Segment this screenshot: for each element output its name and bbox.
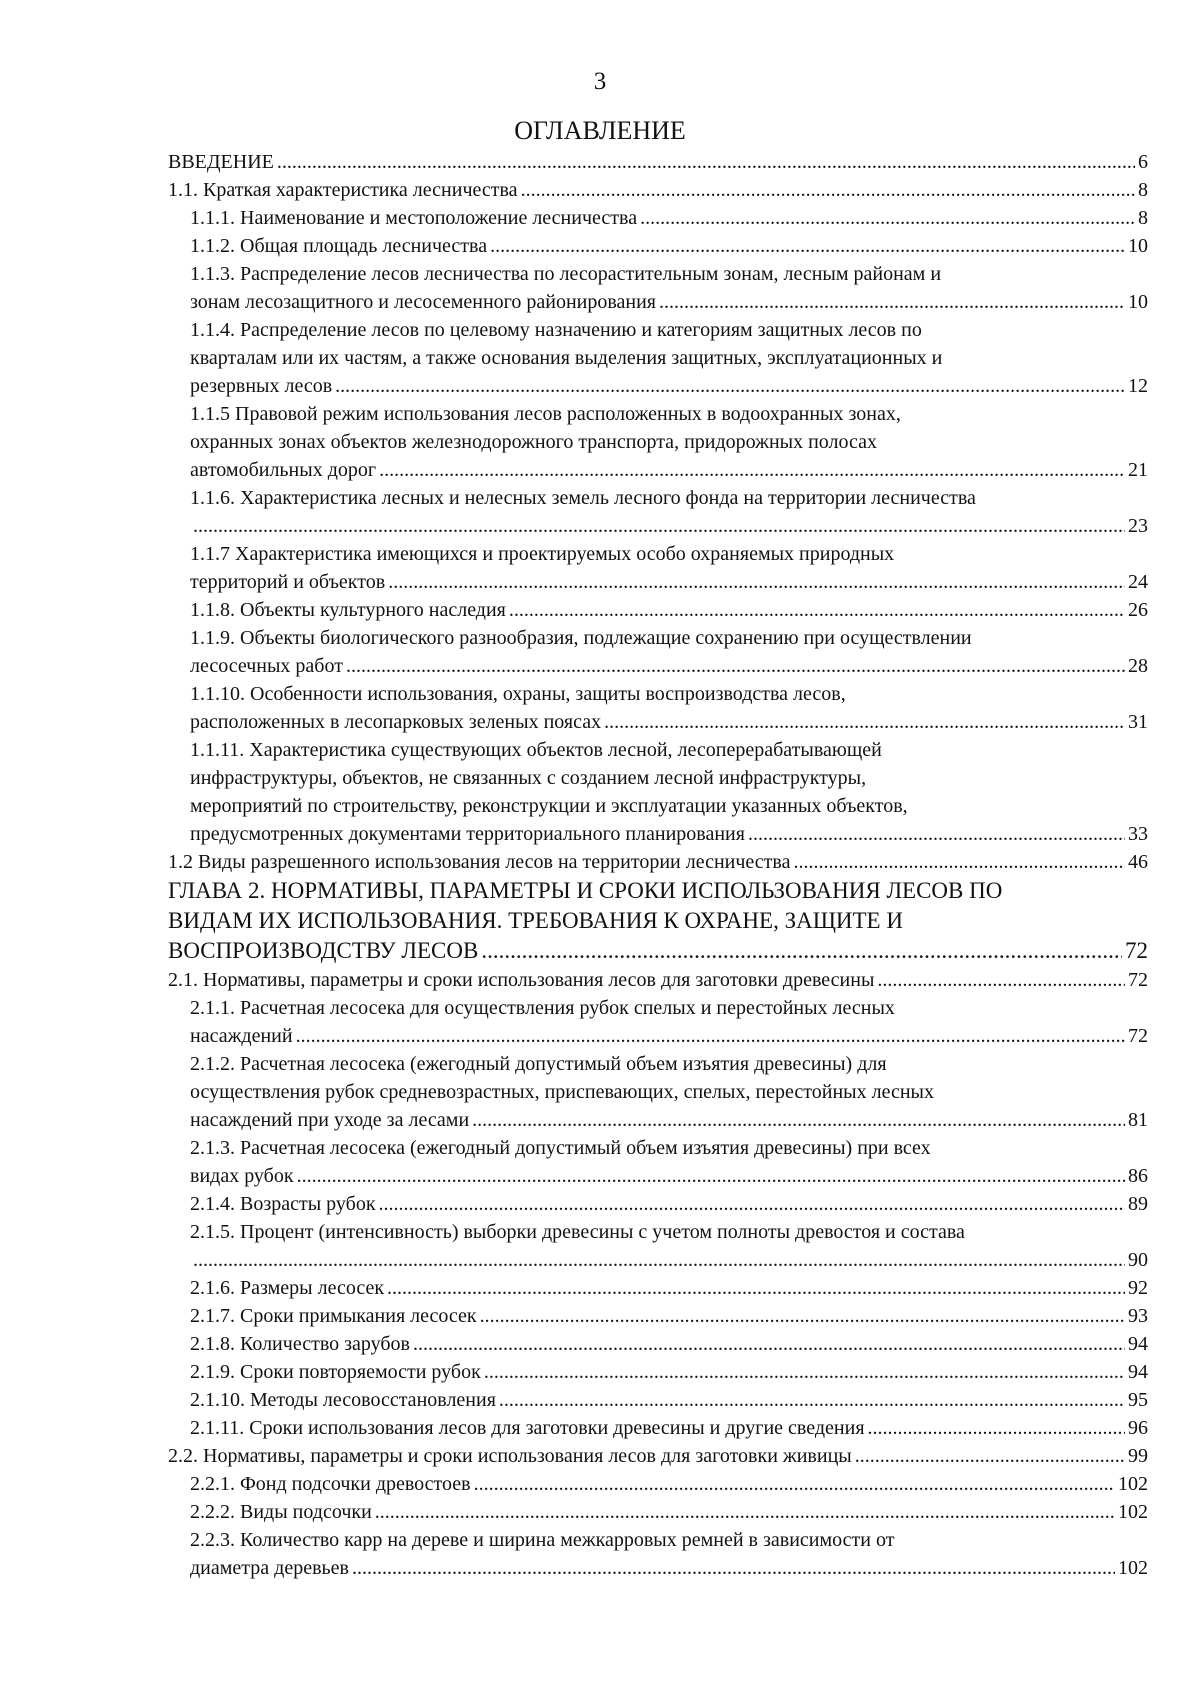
toc-entry[interactable] [168,624,1148,680]
toc-page-number: 21 [1128,459,1148,481]
toc-page-number: 94 [1128,1333,1148,1355]
toc-entry-text: кварталам или их частям, а также основания выделения защитных, эксплуатационных и [190,347,943,369]
toc-leader-dots [388,568,1125,596]
toc-page-number: 6 [1138,151,1148,173]
table-of-contents [168,148,1148,1582]
toc-entry-text: расположенных в лесопарковых зеленых поясах [190,711,602,733]
toc-entry[interactable] [168,204,1148,232]
toc-title: ОГЛАВЛЕНИЕ [514,116,686,145]
toc-entry-text: насаждений при уходе за лесами [190,1109,470,1131]
toc-entry-text: 1.1.2. Общая площадь лесничества [190,235,488,257]
toc-entry-text: 2.1.7. Сроки примыкания лесосек [190,1305,477,1327]
toc-leader-dots [346,652,1125,680]
toc-entry-text: охранных зонах объектов железнодорожного транспорта, придорожных полосах [190,431,878,453]
toc-entry-text: 1.1.7 Характеристика имеющихся и проектируемых особо охраняемых природных [190,543,895,565]
toc-entry[interactable] [168,1134,1148,1190]
toc-entry[interactable] [168,1330,1148,1358]
toc-entry[interactable] [168,1442,1148,1470]
toc-entry-text: 2.2.1. Фонд подсочки древостоев [190,1473,471,1495]
toc-entry-text: 2.1.8. Количество зарубов [190,1333,410,1355]
toc-entry-text: осуществления рубок средневозрастных, приспевающих, спелых, перестойных лесных [190,1081,934,1103]
toc-page-number: 23 [1128,515,1148,537]
toc-leader-dots [193,1246,1125,1274]
toc-leader-dots [335,372,1125,400]
toc-entry[interactable] [168,1358,1148,1386]
toc-entry[interactable] [168,1470,1148,1498]
toc-entry[interactable] [168,1414,1148,1442]
toc-leader-dots [375,1498,1115,1526]
toc-entry[interactable] [168,484,1148,540]
toc-entry[interactable] [168,1386,1148,1414]
toc-leader-dots [877,966,1125,994]
toc-entry-text: 1.1.4. Распределение лесов по целевому назначению и категориям защитных лесов по [190,319,922,341]
toc-page-number: 72 [1125,938,1148,963]
toc-entry-text: 2.2.3. Количество карр на дереве и ширина межкарровых ремней в зависимости от [190,1529,895,1551]
toc-entry-text: 2.2. Нормативы, параметры и сроки использования лесов для заготовки живицы [168,1445,852,1467]
toc-entry[interactable] [168,876,1148,966]
toc-entry[interactable] [168,1190,1148,1218]
toc-page-number: 95 [1128,1389,1148,1411]
page-number: 3 [593,68,607,95]
toc-entry-text: 1.1.5 Правовой режим использования лесов расположенных в водоохранных зонах, [190,403,901,425]
toc-entry-text: предусмотренных документами территориального планирования [190,823,745,845]
toc-leader-dots [472,1106,1125,1134]
toc-leader-dots [659,288,1125,316]
toc-leader-dots [748,820,1125,848]
toc-leader-dots [379,456,1125,484]
toc-leader-dots [379,1190,1125,1218]
toc-leader-dots [640,204,1135,232]
toc-entry-text: ВВЕДЕНИЕ [168,151,274,173]
toc-entry-text: 2.1.10. Методы лесовосстановления [190,1389,496,1411]
toc-page-number: 94 [1128,1361,1148,1383]
toc-entry-text: ВОСПРОИЗВОДСТВУ ЛЕСОВ [168,938,479,963]
toc-entry-text: 2.1.1. Расчетная лесосека для осуществления рубок спелых и перестойных лесных [190,997,895,1019]
toc-entry-text: инфраструктуры, объектов, не связанных с созданием лесной инфраструктуры, [190,767,867,789]
toc-page-number: 90 [1128,1249,1148,1271]
toc-entry-text: 2.1.3. Расчетная лесосека (ежегодный допустимый объем изъятия древесины) при всех [190,1137,931,1159]
toc-page-number: 86 [1128,1165,1148,1187]
toc-entry[interactable] [168,316,1148,400]
toc-page-number: 10 [1128,291,1148,313]
toc-entry[interactable] [168,680,1148,736]
toc-leader-dots [868,1414,1125,1442]
toc-entry-text: автомобильных дорог [190,459,377,481]
toc-leader-dots [480,1302,1125,1330]
toc-entry[interactable] [168,1526,1148,1582]
toc-leader-dots [509,596,1125,624]
toc-page-number: 10 [1128,235,1148,257]
toc-entry[interactable] [168,400,1148,484]
toc-entry-text: 1.1.1. Наименование и местоположение лесничества [190,207,638,229]
toc-entry-text: 1.1.3. Распределение лесов лесничества по лесорастительным зонам, лесным районам и [190,263,942,285]
toc-entry-text: 2.1.2. Расчетная лесосека (ежегодный допустимый объем изъятия древесины) для [190,1053,887,1075]
toc-entry-text: мероприятий по строительству, реконструкции и эксплуатации указанных объектов, [190,795,908,817]
toc-entry[interactable] [168,148,1148,176]
toc-entry-text: ВИДАМ ИХ ИСПОЛЬЗОВАНИЯ. ТРЕБОВАНИЯ К ОХРАНЕ, ЗАЩИТЕ И [168,908,903,933]
toc-entry-text: видах рубок [190,1165,294,1187]
toc-leader-dots [490,232,1125,260]
toc-entry[interactable] [168,540,1148,596]
toc-entry[interactable] [168,966,1148,994]
toc-entry-text: лесосечных работ [190,655,343,677]
toc-entry-text: ГЛАВА 2. НОРМАТИВЫ, ПАРАМЕТРЫ И СРОКИ ИСПОЛЬЗОВАНИЯ ЛЕСОВ ПО [168,878,1003,903]
toc-entry-text: 1.2 Виды разрешенного использования лесов на территории лесничества [168,851,791,873]
toc-page-number: 8 [1138,207,1148,229]
toc-page-number: 33 [1128,823,1148,845]
toc-entry[interactable] [168,232,1148,260]
toc-page-number: 31 [1128,711,1148,733]
toc-leader-dots [855,1442,1125,1470]
toc-entry[interactable] [168,596,1148,624]
toc-entry-text: 1.1.11. Характеристика существующих объектов лесной, лесоперерабатывающей [190,739,882,761]
toc-page-number: 28 [1128,655,1148,677]
toc-page-number: 8 [1138,179,1148,201]
toc-entry[interactable] [168,1218,1148,1274]
toc-entry-text: 1.1. Краткая характеристика лесничества [168,179,518,201]
toc-leader-dots [277,148,1135,176]
toc-entry[interactable] [168,994,1148,1050]
toc-entry-text: территорий и объектов [190,571,386,593]
toc-entry-text: диаметра деревьев [190,1557,349,1579]
toc-page-number: 102 [1118,1473,1148,1495]
toc-leader-dots [413,1330,1125,1358]
toc-page-number: 102 [1118,1501,1148,1523]
toc-page-number: 72 [1128,969,1148,991]
toc-page-number: 99 [1128,1445,1148,1467]
toc-entry-text: насаждений [190,1025,293,1047]
toc-entry-text: зонам лесозащитного и лесосеменного районирования [190,291,657,313]
toc-page-number: 96 [1128,1417,1148,1439]
toc-entry-text: резервных лесов [190,375,333,397]
toc-entry[interactable] [168,1302,1148,1330]
toc-page-number: 72 [1128,1025,1148,1047]
toc-page-number: 46 [1128,851,1148,873]
toc-entry[interactable] [168,176,1148,204]
toc-leader-dots [499,1386,1125,1414]
toc-entry[interactable] [168,260,1148,316]
toc-page-number: 92 [1128,1277,1148,1299]
toc-leader-dots [481,936,1122,966]
toc-page-number: 81 [1128,1109,1148,1131]
toc-leader-dots [484,1358,1125,1386]
toc-entry[interactable] [168,848,1148,876]
toc-entry[interactable] [168,736,1148,848]
toc-entry-text: 1.1.10. Особенности использования, охраны, защиты воспроизводства лесов, [190,683,846,705]
toc-entry-text: 2.1.5. Процент (интенсивность) выборки древесины с учетом полноты древостоя и состава [190,1221,965,1243]
toc-page-number: 93 [1128,1305,1148,1327]
toc-leader-dots [387,1274,1125,1302]
toc-leader-dots [521,176,1135,204]
toc-entry[interactable] [168,1498,1148,1526]
toc-entry-text: 2.1.4. Возрасты рубок [190,1193,376,1215]
toc-leader-dots [604,708,1125,736]
toc-leader-dots [193,512,1125,540]
toc-leader-dots [793,848,1125,876]
toc-leader-dots [296,1022,1125,1050]
toc-entry-text: 2.2.2. Виды подсочки [190,1501,372,1523]
toc-page-number: 12 [1128,375,1148,397]
toc-page-number: 24 [1128,571,1148,593]
toc-entry-text: 1.1.9. Объекты биологического разнообразия, подлежащие сохранению при осуществлении [190,627,972,649]
toc-page-number: 89 [1128,1193,1148,1215]
toc-entry-text: 2.1.9. Сроки повторяемости рубок [190,1361,481,1383]
toc-entry-text: 2.1.6. Размеры лесосек [190,1277,385,1299]
toc-page-number: 102 [1118,1557,1148,1579]
toc-entry-text: 2.1.11. Сроки использования лесов для заготовки древесины и другие сведения [190,1417,865,1439]
toc-entry-text: 2.1. Нормативы, параметры и сроки использования лесов для заготовки древесины [168,969,875,991]
toc-leader-dots [474,1470,1115,1498]
toc-entry[interactable] [168,1050,1148,1134]
toc-entry-text: 1.1.8. Объекты культурного наследия [190,599,506,621]
toc-entry-text: 1.1.6. Характеристика лесных и нелесных земель лесного фонда на территории лесничества [190,487,976,509]
toc-page-number: 26 [1128,599,1148,621]
toc-leader-dots [352,1554,1115,1582]
toc-leader-dots [297,1162,1125,1190]
toc-entry[interactable] [168,1274,1148,1302]
